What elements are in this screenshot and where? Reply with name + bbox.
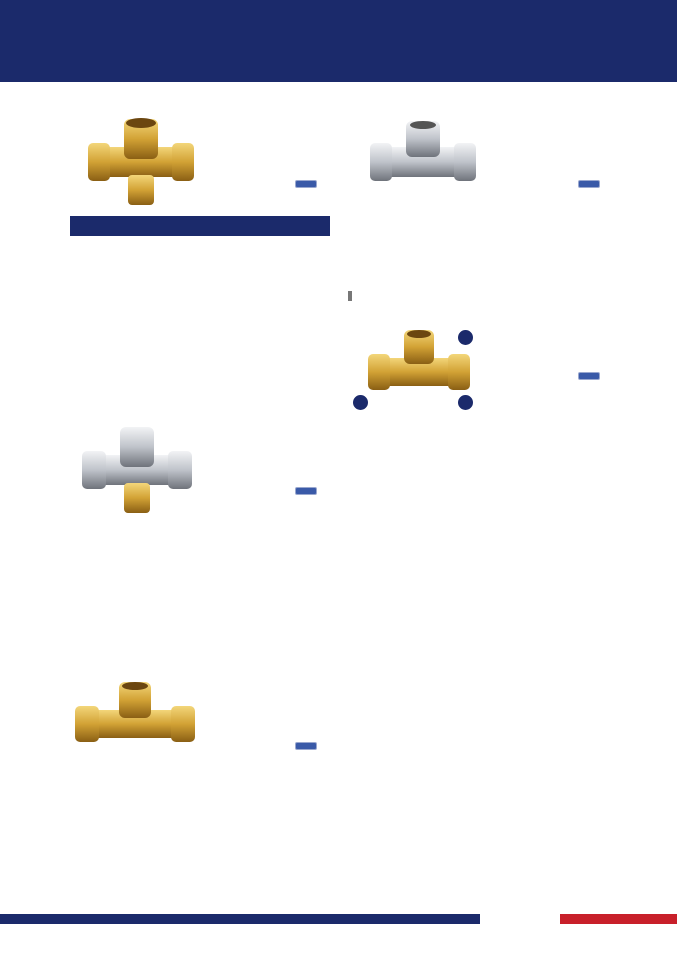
table-header [70,216,330,236]
product-1009 [201,123,331,126]
product-image-1039 [75,680,195,760]
product-image-1009 [88,117,194,209]
product-image-1039N [370,117,476,197]
port-circle-1 [353,395,368,410]
port-circle-3 [458,330,473,345]
port-circle-2 [458,395,473,410]
page-header [0,0,677,82]
footer-bar [0,914,480,924]
kiwa-logo [578,372,600,390]
product-image-1007 [368,328,470,400]
kiwa-logo [295,742,317,760]
kiwa-logo [295,180,317,198]
stock-note [348,291,355,301]
product-1009N [201,430,331,433]
kiwa-logo [295,487,317,505]
product-1039 [201,688,331,691]
product-1007 [484,333,614,334]
footer-accent [560,914,677,924]
product-1039N [484,123,624,126]
kiwa-logo [578,180,600,198]
product-image-1009N [82,425,192,517]
